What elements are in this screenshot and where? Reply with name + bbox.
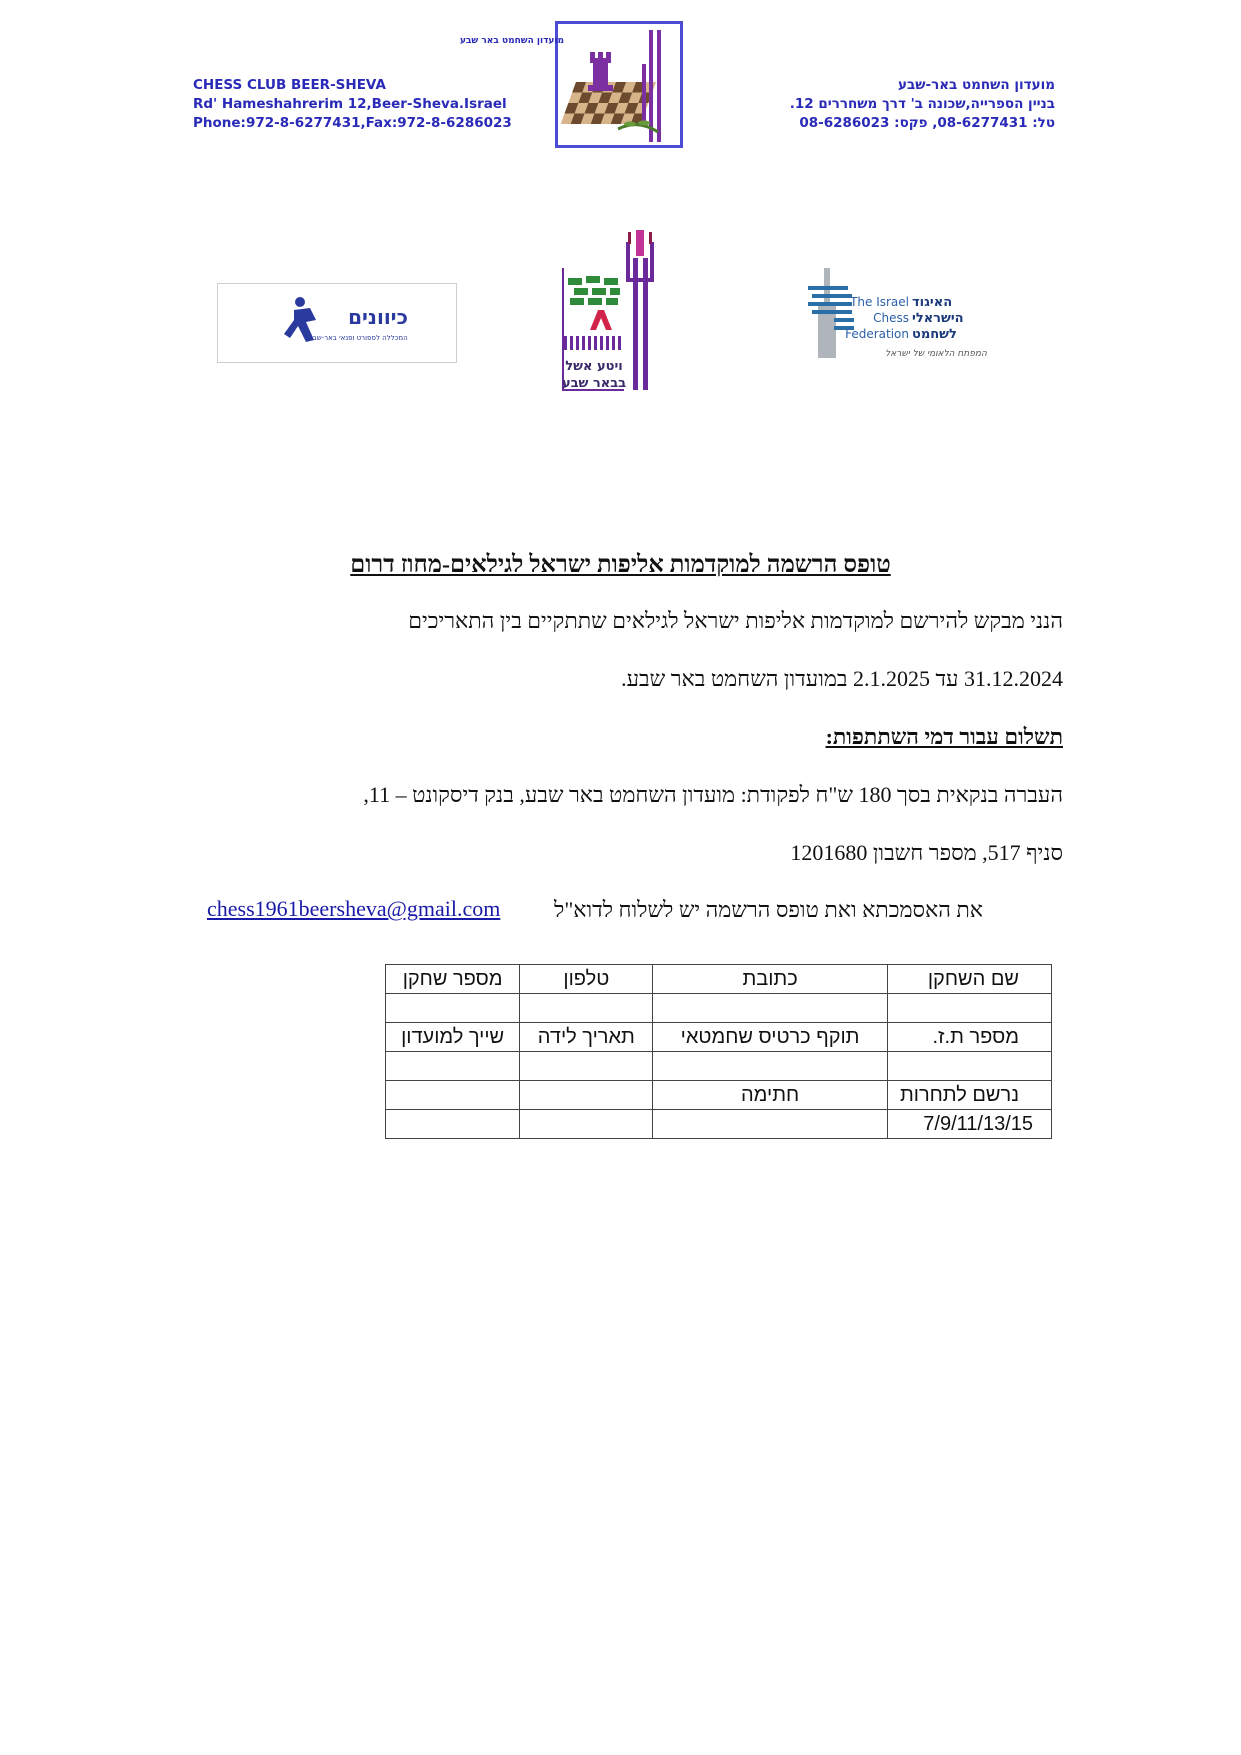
kivunim-logo-subtext: המכללה לספורט ופנאי באר-שבע [308,334,408,342]
table-input-cell[interactable] [386,1052,520,1081]
table-input-cell[interactable] [653,1052,887,1081]
federation-tagline: המפתח הלאומי של ישראל [885,349,987,359]
table-input-cell[interactable] [653,1110,887,1139]
header-right-line: טל: 08-6277431, פקס: 08-6286023 [799,115,1055,131]
header-left-line: CHESS CLUB BEER-SHEVA [193,77,386,93]
beer-sheva-logo [560,228,680,393]
table-row [386,965,1052,994]
header-left-line: Rd' Hameshahrerim 12,Beer-Sheva.Israel [193,96,507,112]
israel-chess-federation-logo [806,266,996,362]
federation-en-1: The Israel [850,295,909,309]
dates-line: 31.12.2024 עד 2.1.2025 במועדון השחמט באר שבע. [621,666,1063,691]
table-input-cell[interactable] [520,1052,653,1081]
intro-line: הנני מבקש להירשם למוקדמות אליפות ישראל לגילאים שתתקיים בין התאריכים [408,608,1063,633]
table-header-cell: חתימה [653,1081,887,1110]
beer-sheva-text-2: בבאר שבע [561,376,627,391]
table-row [386,1081,1052,1110]
federation-en-2: Chess [873,311,909,325]
table-header-cell: שייך למועדון [386,1023,520,1052]
table-row [386,994,1052,1023]
table-input-cell[interactable] [520,1081,653,1110]
table-header-cell: טלפון [520,965,653,994]
table-header-cell: נרשם לתחרות [887,1081,1051,1110]
table-input-cell[interactable] [520,1110,653,1139]
table-header-cell: תוקף כרטיס שחמטאי [653,1023,887,1052]
header-right-line: מועדון השחמט באר-שבע [898,77,1055,93]
header-left-address [193,76,512,133]
federation-he-1: האיגוד [912,295,953,310]
table-input-cell[interactable] [386,1110,520,1139]
header-right-address [790,76,1055,133]
table-input-cell[interactable] [386,1081,520,1110]
table-header-cell: כתובת [653,965,887,994]
table-header-cell: תאריך לידה [520,1023,653,1052]
send-instruction: את האסמכתא ואת טופס הרשמה יש לשלוח לדוא"ל [554,897,983,922]
table-row [386,1052,1052,1081]
registration-table [385,964,1052,1139]
federation-en-3: Federation [845,327,909,341]
table-row [386,1110,1052,1139]
table-input-cell[interactable] [520,994,653,1023]
svg-text:מועדון השחמט באר שבע: מועדון השחמט באר שבע [459,36,564,46]
federation-he-3: לשחמט [912,327,957,342]
header-right-line: בניין הספרייה,שכונה ב' דרך משחררים 12. [789,96,1055,112]
kivunim-logo-text: כיוונים [348,305,408,329]
branch-line: סניף 517, מספר חשבון 1201680 [790,840,1063,865]
table-header-cell: מספר ת.ז. [887,1023,1051,1052]
competition-options-cell: 7/9/11/13/15 [887,1110,1051,1139]
form-title: טופס הרשמה למוקדמות אליפות ישראל לגילאים-מחוז דרום [350,552,891,578]
beer-sheva-text-1: ויטע אשל [565,359,623,374]
table-input-cell[interactable] [887,1052,1051,1081]
table-header-cell: מספר שחקן [386,965,520,994]
header-left-line: Phone:972-8-6277431,Fax:972-8-6286023 [193,115,512,131]
federation-he-2: הישראלי [912,311,964,326]
transfer-line: העברה בנקאית בסך 180 ש"ח לפקודת: מועדון השחמט באר שבע, בנק דיסקונט – 11, [363,782,1063,807]
table-input-cell[interactable] [653,994,887,1023]
table-row [386,1023,1052,1052]
kivunim-logo [217,283,457,363]
table-header-cell: שם השחקן [887,965,1051,994]
table-input-cell[interactable] [887,994,1051,1023]
payment-heading: תשלום עבור דמי השתתפות: [825,724,1063,749]
email-link[interactable]: chess1961beersheva@gmail.com [207,896,501,921]
table-input-cell[interactable] [386,994,520,1023]
chess-club-logo [459,21,683,148]
